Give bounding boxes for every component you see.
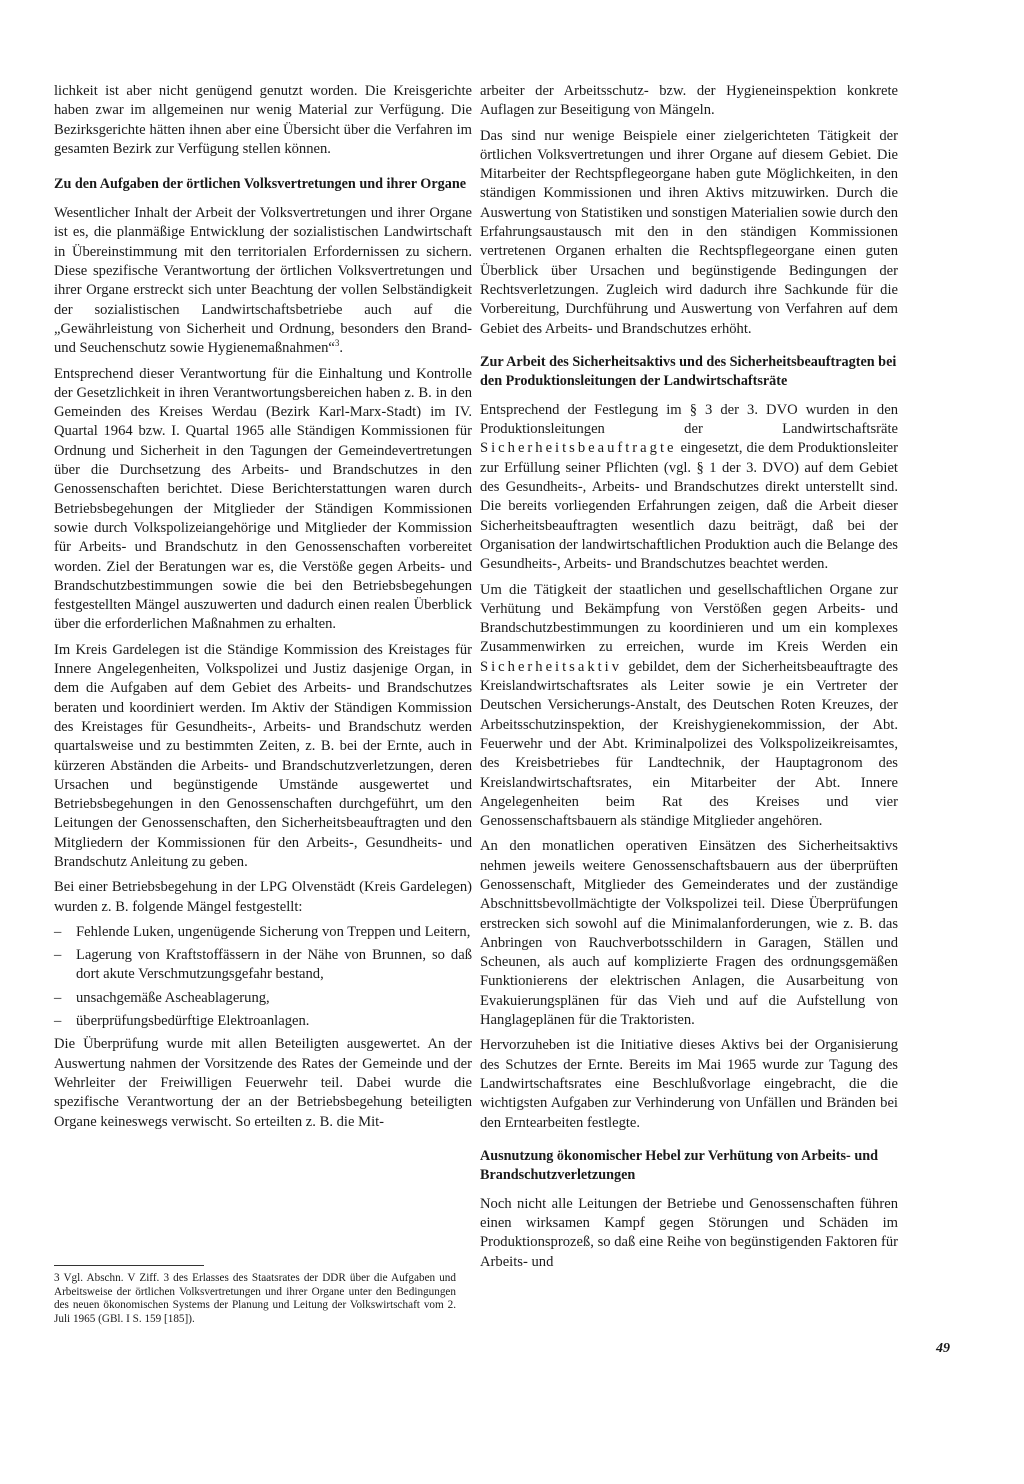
section-heading-safety-activ: Zur Arbeit des Sicherheitsaktivs und des Sicherheitsbeauftragten bei den Produktionsleitungen der Landwirtschaftsräte bbox=[480, 353, 897, 389]
paragraph-safety-officer bbox=[480, 401, 898, 575]
left-column bbox=[54, 82, 472, 1138]
right-column bbox=[480, 82, 898, 1278]
paragraph-text: eingesetzt, die dem Produktionsleiter zur Erfüllung seiner Pflichten (vgl. § 1 der 3. DVO) auf dem Gebiet des Gesundheits-, Arbeits- und Brandschutzes direkt unterstellt sind. Die bereits vorliegenden Erfahrungen zeigen, daß die Arbeit dieser Sicherheitsbeauftragten wesentlich dazu beiträgt, daß bei der Organisation der landwirtschaftlichen Produktion auch die Belange des Gesundheits-, Arbeits- und Brandschutzes beachtet werden. bbox=[480, 440, 898, 573]
paragraph-harvest-initiative: Hervorzuheben ist die Initiative dieses Aktivs bei der Organisierung des Schutzes der Ernte. Bereits im Mai 1965 wurde zur Tagung des Landwirtschaftsrates eine Beschlußvorlage eingebracht, die die wichtigsten Aufgaben zur Verhinderung von Unfällen und Bränden bei den Erntearbeiten festlegte. bbox=[480, 1037, 898, 1131]
section-heading-economic-levers: Ausnutzung ökonomischer Hebel zur Verhütung von Arbeits- und Brandschutzverletzungen bbox=[480, 1147, 878, 1183]
footnote-divider bbox=[54, 1265, 204, 1266]
paragraph-text: Entsprechend der Festlegung im § 3 der 3. DVO wurden in den Produktionsleitungen der Landwirtschaftsräte bbox=[480, 401, 898, 438]
paragraph-end: . bbox=[339, 340, 344, 357]
paragraph-coordination bbox=[480, 581, 898, 832]
emphasized-term: Sicherheitsaktiv bbox=[480, 658, 623, 675]
paragraph-text: Um die Tätigkeit der staatlichen und gesellschaftlichen Organe zur Verhütung und Bekämpfung von Verstößen gegen Arbeits- und Brandschutzbestimmungen zu koordinieren und um ein komplexes Zusammenwirken zu erreichen, wurde im Kreis Werden ein bbox=[480, 581, 898, 656]
list-item: – Lagerung von Kraftstoffässern in der Nähe von Brunnen, so daß dort akute Verschmutzungsgefahr bestand, bbox=[54, 946, 472, 985]
paragraph-examples: Das sind nur wenige Beispiele einer zielgerichteten Tätigkeit der örtlichen Volksvertretungen und ihrer Organe auf diesem Gebiet. Die Mitarbeiter der Rechtspflegeorgane haben gute Möglichkeiten, in den ständigen Kommissionen und ihren Aktivs mitzuwirken. Durch die Auswertung von Statistiken und sonstigen Materialien sowie durch den Erfahrungsaustausch mit den in den ständigen Kommissionen vertretenen Organen erhalten die Rechtspflegeorgane einen guten Überblick über Ursachen und begünstigende Bedingungen der Rechtsverletzungen. Zugleich wird dadurch ihre Sachkunde für die Vorbereitung, Durchführung und Auswertung von Verfahren auf dem Gebiet des Arbeits- und Brandschutzes erhöht. bbox=[480, 127, 898, 337]
list-item: – Fehlende Luken, ungenügende Sicherung von Treppen und Leitern, bbox=[54, 923, 472, 942]
list-item: – überprüfungsbedürftige Elektroanlagen. bbox=[54, 1012, 472, 1031]
paragraph-text: Wesentlicher Inhalt der Arbeit der Volksvertretungen und ihrer Organe ist es, die planmäßige Entwicklung der sozialistischen Landwirtschaft in Übereinstimmung mit den territorialen Erfordernissen zu sichern. Diese spezifische Verantwortung der örtlichen Volksvertretungen und ihrer Organe erstreckt sich unter Beachtung der vollen Selbständigkeit der sozialistischen Landwirtschaftsbetriebe auch auf die „Gewährleistung von Sicherheit und Ordnung, besonders den Brand- und Seuchenschutz sowie Hygienemaßnahmen“ bbox=[54, 205, 472, 357]
paragraph-responsibility bbox=[54, 204, 472, 358]
footnote: 3 Vgl. Abschn. V Ziff. 3 des Erlasses des Staatsrates der DDR über die Aufgaben und Arbeitsweise der örtlichen Volksvertretungen und ihrer Organe unter den Bedingungen des neuen ökonomischen Systems der Planung und Leitung der Volkswirtschaft vom 2. Juli 1965 (GBl. I S. 159 [185]). bbox=[54, 1272, 456, 1325]
defect-list bbox=[54, 923, 472, 1031]
section-heading-local-councils: Zu den Aufgaben der örtlichen Volksvertretungen und ihrer Organe bbox=[54, 176, 467, 193]
paragraph-continuation: lichkeit ist aber nicht genügend genutzt worden. Die Kreisgerichte haben zwar im allgemeinen nur wenig Material zur Verfügung. Die Bezirksgerichte hätten ihnen aber eine Übersicht über die Verfahren im gesamten Bezirk zur Verfügung stellen können. bbox=[54, 83, 472, 157]
paragraph-monthly-operations: An den monatlichen operativen Einsätzen des Sicherheitsaktivs nehmen jeweils weitere Genossenschaftsbauern aus der überprüften Genossenschaft, Mitglieder des Gemeinderates und der zuständige Abschnittsbevollmächtigte der Volkspolizei teil. Diese Überprüfungen erstrecken sich sowohl auf die Minimalanforderungen, wie z. B. das Anbringen von Rauchverbotsschildern in Garagen, Ställen und Scheunen, als auch auf komplizierte Fragen des ordnungsgemäßen Funktionierens der elektrischen Anlagen, die Ausarbeitung von Evakuierungsplänen für das Vieh und auf die Aufstellung von Hanglageplänen für die Traktoristen. bbox=[480, 838, 898, 1029]
paragraph-inspection: Bei einer Betriebsbegehung in der LPG Olvenstädt (Kreis Gardelegen) wurden z. B. folgende Mängel festgestellt: bbox=[54, 879, 472, 915]
paragraph-economic-levers: Noch nicht alle Leitungen der Betriebe und Genossenschaften führen einen wirksamen Kampf gegen Störungen und Schäden im Produktionsprozeß, so daß eine Reihe von begünstigenden Faktoren für Arbeits- und bbox=[480, 1195, 898, 1270]
paragraph-text: gebildet, dem der Sicherheitsbeauftragte des Kreislandwirtschaftsrates als Leiter sowie je ein Vertreter der Deutschen Versicherungs-Anstalt, des Deutschen Roten Kreuzes, der Arbeitsschutzinspektion, der Kreishygienekommission, der Abt. Feuerwehr und der Abt. Kriminalpolizei des Volkspolizeikreisamtes, des Kreisbetriebes für Landtechnik, der Hauptagronom des Kreislandwirtschaftsrates, ein Mitarbeiter der Abt. Innere Angelegenheiten beim Rat des Kreises und vier Genossenschaftsbauern als ständige Mitglieder angehören. bbox=[480, 658, 898, 830]
paragraph-werdau: Entsprechend dieser Verantwortung für die Einhaltung und Kontrolle der Gesetzlichkeit in ihren Verantwortungsbereichen haben z. B. in den Gemeinden des Kreises Werdau (Bezirk Karl-Marx-Stadt) im IV. Quartal 1964 bzw. I. Quartal 1965 alle Ständigen Kommissionen für Ordnung und Sicherheit in den Tagungen der Gemeindevertretungen über die Durchsetzung des Arbeits- und Brandschutzes in den Genossenschaften berichtet. Diese Berichterstattungen waren durch Betriebsbegehungen der Mitglieder der Ständigen Kommissionen sowie durch Volkspolizeiangehörige und Mitglieder der Kommission für Arbeits- und Brandschutz in den Genossenschaften vorbereitet worden. Ziel der Beratungen war es, die Verstöße gegen Arbeits- und Brandschutzbestimmungen sowie die bei den Betriebsbegehungen festgestellten Mängel auszuwerten und dadurch einen realen Überblick über die erforderlichen Maßnahmen zu erhalten. bbox=[54, 365, 472, 633]
list-item: – unsachgemäße Ascheablagerung, bbox=[54, 989, 472, 1008]
emphasized-term: Sicherheitsbeauftragte bbox=[480, 440, 677, 457]
paragraph-evaluation: Die Überprüfung wurde mit allen Beteiligten ausgewertet. An der Auswertung nahmen der Vorsitzende des Rates der Gemeinde und der Wehrleiter der Freiwilligen Feuerwehr teil. Dabei wurde die spezifische Verantwortung der an der Betriebsbegehung beteiligten Organe keineswegs verwischt. So erteilten z. B. die Mit- bbox=[54, 1036, 472, 1130]
footnote-reference: 3 bbox=[334, 338, 340, 349]
paragraph-gardelegen: Im Kreis Gardelegen ist die Ständige Kommission des Kreistages für Innere Angelegenheiten, Volkspolizei und Justiz dasjenige Organ, in dem die Aufgaben auf dem Gebiet des Arbeits- und Brandschutzes beraten und koordiniert werden. Im Aktiv der Ständigen Kommission des Kreistages für Gesundheits-, Arbeits- und Brandschutz werden quartalsweise und zu bestimmten Zeiten, z. B. bei der Ernte, auch in kürzeren Abständen die Arbeits- und Brandschutzverletzungen, deren Ursachen und begünstigende Umstände ausgewertet und Betriebsbegehungen in den Genossenschaften durchgeführt, um den Leitungen der Genossenschaften, den Sicherheitsbeauftragten und den Mitgliedern der Kommissionen für den Arbeits-, Gesundheits- und Brandschutz Anleitung zu geben. bbox=[54, 641, 472, 870]
paragraph-continuation: arbeiter der Arbeitsschutz- bzw. der Hygieneinspektion konkrete Auflagen zur Beseitigung von Mängeln. bbox=[480, 83, 898, 119]
page-number: 49 bbox=[936, 1341, 950, 1356]
